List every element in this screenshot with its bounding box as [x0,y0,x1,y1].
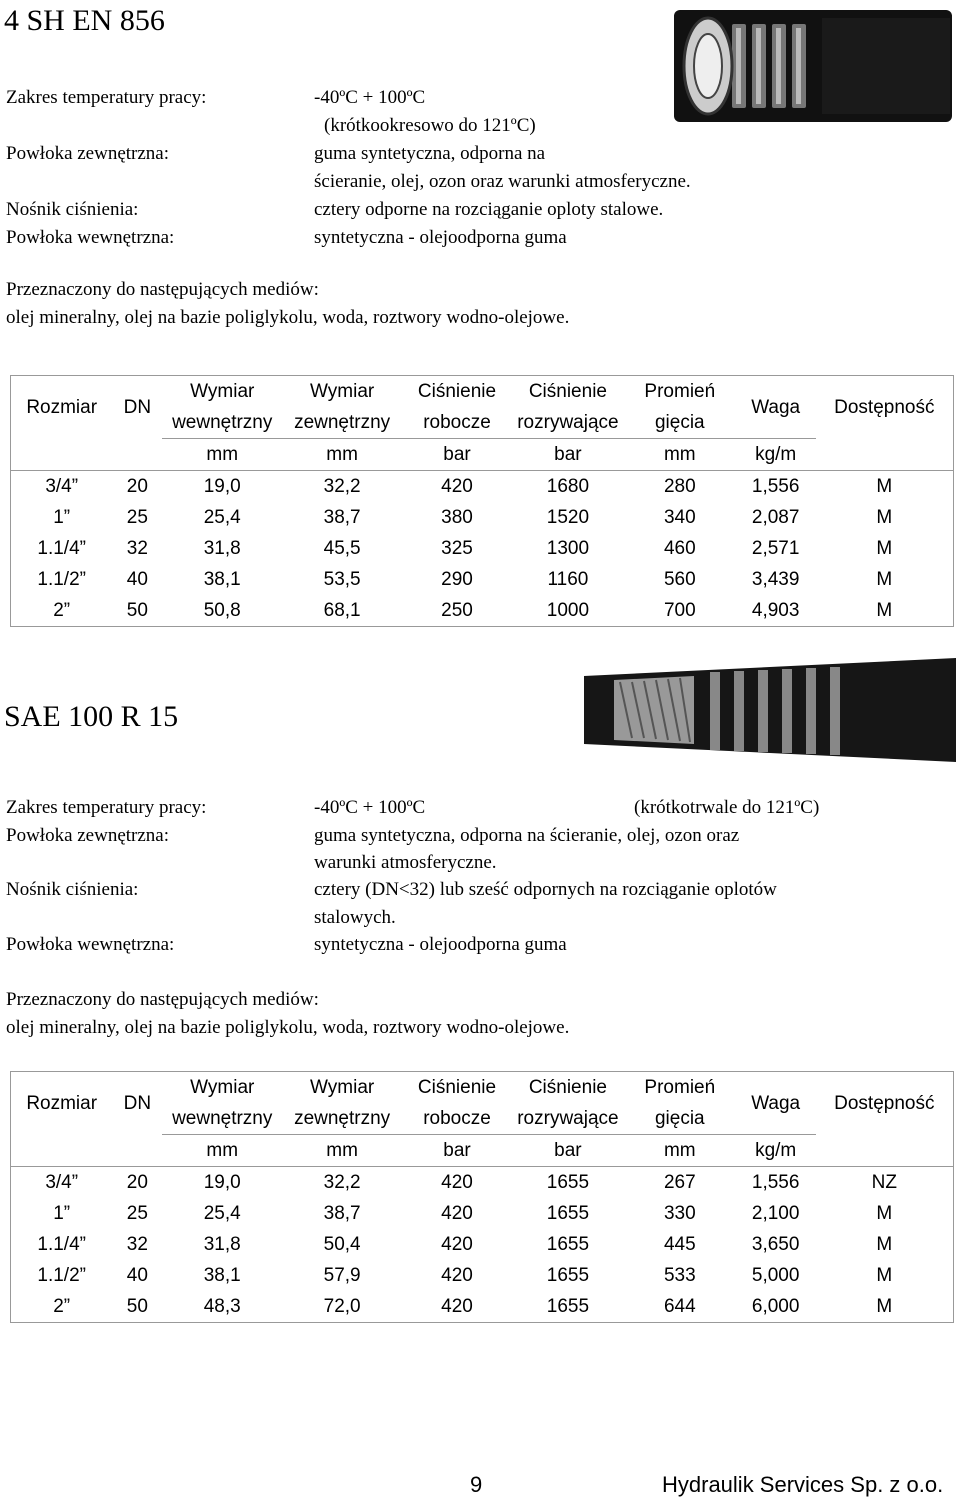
table-header-row [11,1072,954,1135]
unit-cell: bar [512,439,624,471]
table-cell: 38,7 [323,1202,361,1224]
table-cell: 45,5 [323,537,361,559]
column-header: Rozmiar [26,396,98,418]
table-cell: M [876,1264,893,1286]
unit-cell: mm [624,1135,736,1167]
inner-coating-value: syntetyczna - olejoodporna guma [314,227,567,248]
table-cell: NZ [871,1171,897,1193]
table-cell: 25 [126,506,148,528]
table-cell: M [876,1233,893,1255]
table-row [11,595,954,627]
table-cell: 38,1 [203,1264,241,1286]
table-cell: M [876,1202,893,1224]
table-cell: 1655 [546,1264,590,1286]
inner-coating-label: Powłoka wewnętrzna: [6,227,175,248]
table-cell: 4,903 [751,599,800,621]
table-row [11,502,954,533]
outer-coating-value: guma syntetyczna, odporna na [314,143,546,164]
carrier-value: cztery odporne na rozciąganie oploty stalowe. [314,199,664,220]
table-cell: 1300 [546,537,590,559]
column-header: Dostępność [834,396,935,418]
table-cell: 32 [126,537,148,559]
carrier-label: Nośnik ciśnienia: [6,199,139,220]
temp-value: -40ºC + 100ºC [314,797,426,818]
column-header: Ciśnienie rozrywające [517,381,619,433]
table-cell: 533 [663,1264,696,1286]
table-cell: 19,0 [203,1171,241,1193]
table-cell: 267 [663,1171,696,1193]
table-cell: 1655 [546,1233,590,1255]
table-cell: 25,4 [203,506,241,528]
unit-cell: kg/m [736,439,816,471]
table-cell: 560 [663,568,696,590]
section-title: SAE 100 R 15 [4,700,179,733]
outer-coating-value-cont: ścieranie, olej, ozon oraz warunki atmosferyczne. [314,171,691,192]
column-header: Promień gięcia [644,381,716,433]
table-cell: 32,2 [323,475,361,497]
table-cell: 644 [663,1295,696,1317]
table-cell: 50,4 [323,1233,361,1255]
column-header: Promień gięcia [644,1077,716,1129]
table-row [11,471,954,503]
spec-table [10,375,954,627]
table-cell: 1” [53,1202,71,1224]
inner-coating-label: Powłoka wewnętrzna: [6,934,175,955]
table-cell: 1655 [546,1295,590,1317]
table-cell: 2,087 [751,506,800,528]
column-header: Ciśnienie robocze [417,381,497,433]
temp-label: Zakres temperatury pracy: [6,87,207,108]
table-cell: 3/4” [45,1171,79,1193]
table-cell: 420 [441,1233,473,1255]
table-cell: 290 [441,568,473,590]
hose-photo-4sh [672,2,954,130]
table-cell: 1.1/2” [37,1264,86,1286]
table-cell: M [876,537,893,559]
table-cell: 340 [663,506,696,528]
table-cell: 20 [126,475,148,497]
table-cell: 32 [126,1233,148,1255]
table-row [11,1167,954,1199]
table-row [11,564,954,595]
media-text: olej mineralny, olej na bazie poliglykolu, woda, roztwory wodno-olejowe. [6,1017,570,1038]
unit-cell [11,439,113,471]
table-cell: 460 [663,537,696,559]
table-cell: 19,0 [203,475,241,497]
media-block [6,276,569,332]
column-header: DN [123,396,152,418]
carrier-value: cztery (DN<32) lub sześć odpornych na rozciąganie oplotów [314,879,777,900]
table-cell: 1655 [546,1202,590,1224]
column-header: Wymiar wewnętrzny [172,1077,273,1129]
table-cell: 2,571 [751,537,800,559]
table-row [11,533,954,564]
table-cell: 5,000 [751,1264,800,1286]
table-cell: 57,9 [323,1264,361,1286]
temp-note: (krótkookresowo do 121ºC) [324,115,536,136]
unit-cell [816,439,954,471]
unit-cell [112,439,162,471]
table-cell: 2” [53,599,71,621]
table-cell: 40 [126,568,148,590]
company-name: Hydraulik Services Sp. z o.o. [662,1472,944,1497]
column-header: Wymiar zewnętrzny [294,381,391,433]
column-header: DN [123,1092,152,1114]
table-cell: 3,650 [751,1233,800,1255]
table-cell: 3/4” [45,475,79,497]
table-cell: 40 [126,1264,148,1286]
table-cell: 420 [441,1264,473,1286]
table-cell: 1,556 [751,1171,800,1193]
table-cell: 32,2 [323,1171,361,1193]
unit-cell: mm [282,1135,402,1167]
column-header: Dostępność [834,1092,935,1114]
unit-cell: kg/m [736,1135,816,1167]
table-cell: 31,8 [203,537,241,559]
table-cell: 50 [126,599,148,621]
hose-photo-r15 [584,658,956,762]
outer-coating-label: Powłoka zewnętrzna: [6,143,170,164]
table-units-row [11,439,954,471]
table-cell: M [876,568,893,590]
table-cell: 330 [663,1202,696,1224]
table-cell: M [876,475,893,497]
spec-table [10,1071,954,1323]
table-cell: 2” [53,1295,71,1317]
unit-cell: mm [162,439,282,471]
temp-value: -40ºC + 100ºC [314,87,426,108]
unit-cell: bar [402,1135,512,1167]
outer-coating-value-cont: warunki atmosferyczne. [314,852,497,873]
table-cell: 1.1/4” [37,1233,86,1255]
unit-cell [11,1135,113,1167]
table-cell: 25 [126,1202,148,1224]
carrier-label: Nośnik ciśnienia: [6,879,139,900]
table-cell: 1160 [547,568,589,590]
temp-note: (krótkotrwale do 121ºC) [634,797,820,818]
table-cell: 2,100 [751,1202,800,1224]
table-cell: 420 [441,1295,473,1317]
outer-coating-label: Powłoka zewnętrzna: [6,825,170,846]
table-cell: 53,5 [323,568,361,590]
unit-cell: bar [512,1135,624,1167]
unit-cell: mm [162,1135,282,1167]
media-text: olej mineralny, olej na bazie poliglykolu, woda, roztwory wodno-olejowe. [6,307,570,328]
carrier-value-cont: stalowych. [314,907,396,928]
table-cell: 50,8 [203,599,241,621]
outer-coating-value: guma syntetyczna, odporna na ścieranie, olej, ozon oraz [314,825,740,846]
table-cell: 1655 [546,1171,590,1193]
table-cell: 700 [663,599,696,621]
table-cell: 445 [663,1233,696,1255]
table-cell: 420 [441,1171,473,1193]
temp-label: Zakres temperatury pracy: [6,797,207,818]
table-cell: 50 [126,1295,148,1317]
table-cell: 1000 [546,599,590,621]
unit-cell: mm [624,439,736,471]
table-units-row [11,1135,954,1167]
table-cell: 48,3 [203,1295,241,1317]
table-cell: 380 [441,506,473,528]
table-row [11,1291,954,1323]
unit-cell: bar [402,439,512,471]
table-cell: 1520 [546,506,590,528]
column-header: Wymiar zewnętrzny [294,1077,391,1129]
unit-cell [112,1135,162,1167]
section-title: 4 SH EN 856 [4,4,165,37]
table-cell: 420 [441,475,473,497]
column-header: Wymiar wewnętrzny [172,381,273,433]
table-cell: 38,7 [323,506,361,528]
column-header: Waga [751,1092,801,1114]
table-cell: 1,556 [751,475,800,497]
table-cell: 420 [441,1202,473,1224]
column-header: Ciśnienie robocze [417,1077,497,1129]
column-header: Waga [751,396,801,418]
table-cell: M [876,506,893,528]
table-cell: 6,000 [751,1295,800,1317]
table-cell: 1.1/4” [37,537,86,559]
table-header-row [11,376,954,439]
table-cell: 325 [441,537,473,559]
table-cell: 31,8 [203,1233,241,1255]
column-header: Ciśnienie rozrywające [517,1077,619,1129]
table-cell: M [876,599,893,621]
table-row [11,1198,954,1229]
table-cell: M [876,1295,893,1317]
table-cell: 68,1 [323,599,361,621]
table-cell: 3,439 [751,568,800,590]
table-row [11,1260,954,1291]
media-heading: Przeznaczony do następujących mediów: [6,989,319,1010]
unit-cell: mm [282,439,402,471]
table-cell: 20 [126,1171,148,1193]
table-row [11,1229,954,1260]
table-cell: 1680 [546,475,590,497]
table-cell: 25,4 [203,1202,241,1224]
inner-coating-value: syntetyczna - olejoodporna guma [314,934,567,955]
table-cell: 280 [663,475,696,497]
media-heading: Przeznaczony do następujących mediów: [6,279,319,300]
table-cell: 72,0 [323,1295,361,1317]
unit-cell [816,1135,954,1167]
table-cell: 1” [53,506,71,528]
table-cell: 1.1/2” [37,568,86,590]
column-header: Rozmiar [26,1092,98,1114]
page-number: 9 [470,1472,483,1497]
table-cell: 250 [441,599,473,621]
media-block [6,986,569,1042]
table-cell: 38,1 [203,568,241,590]
